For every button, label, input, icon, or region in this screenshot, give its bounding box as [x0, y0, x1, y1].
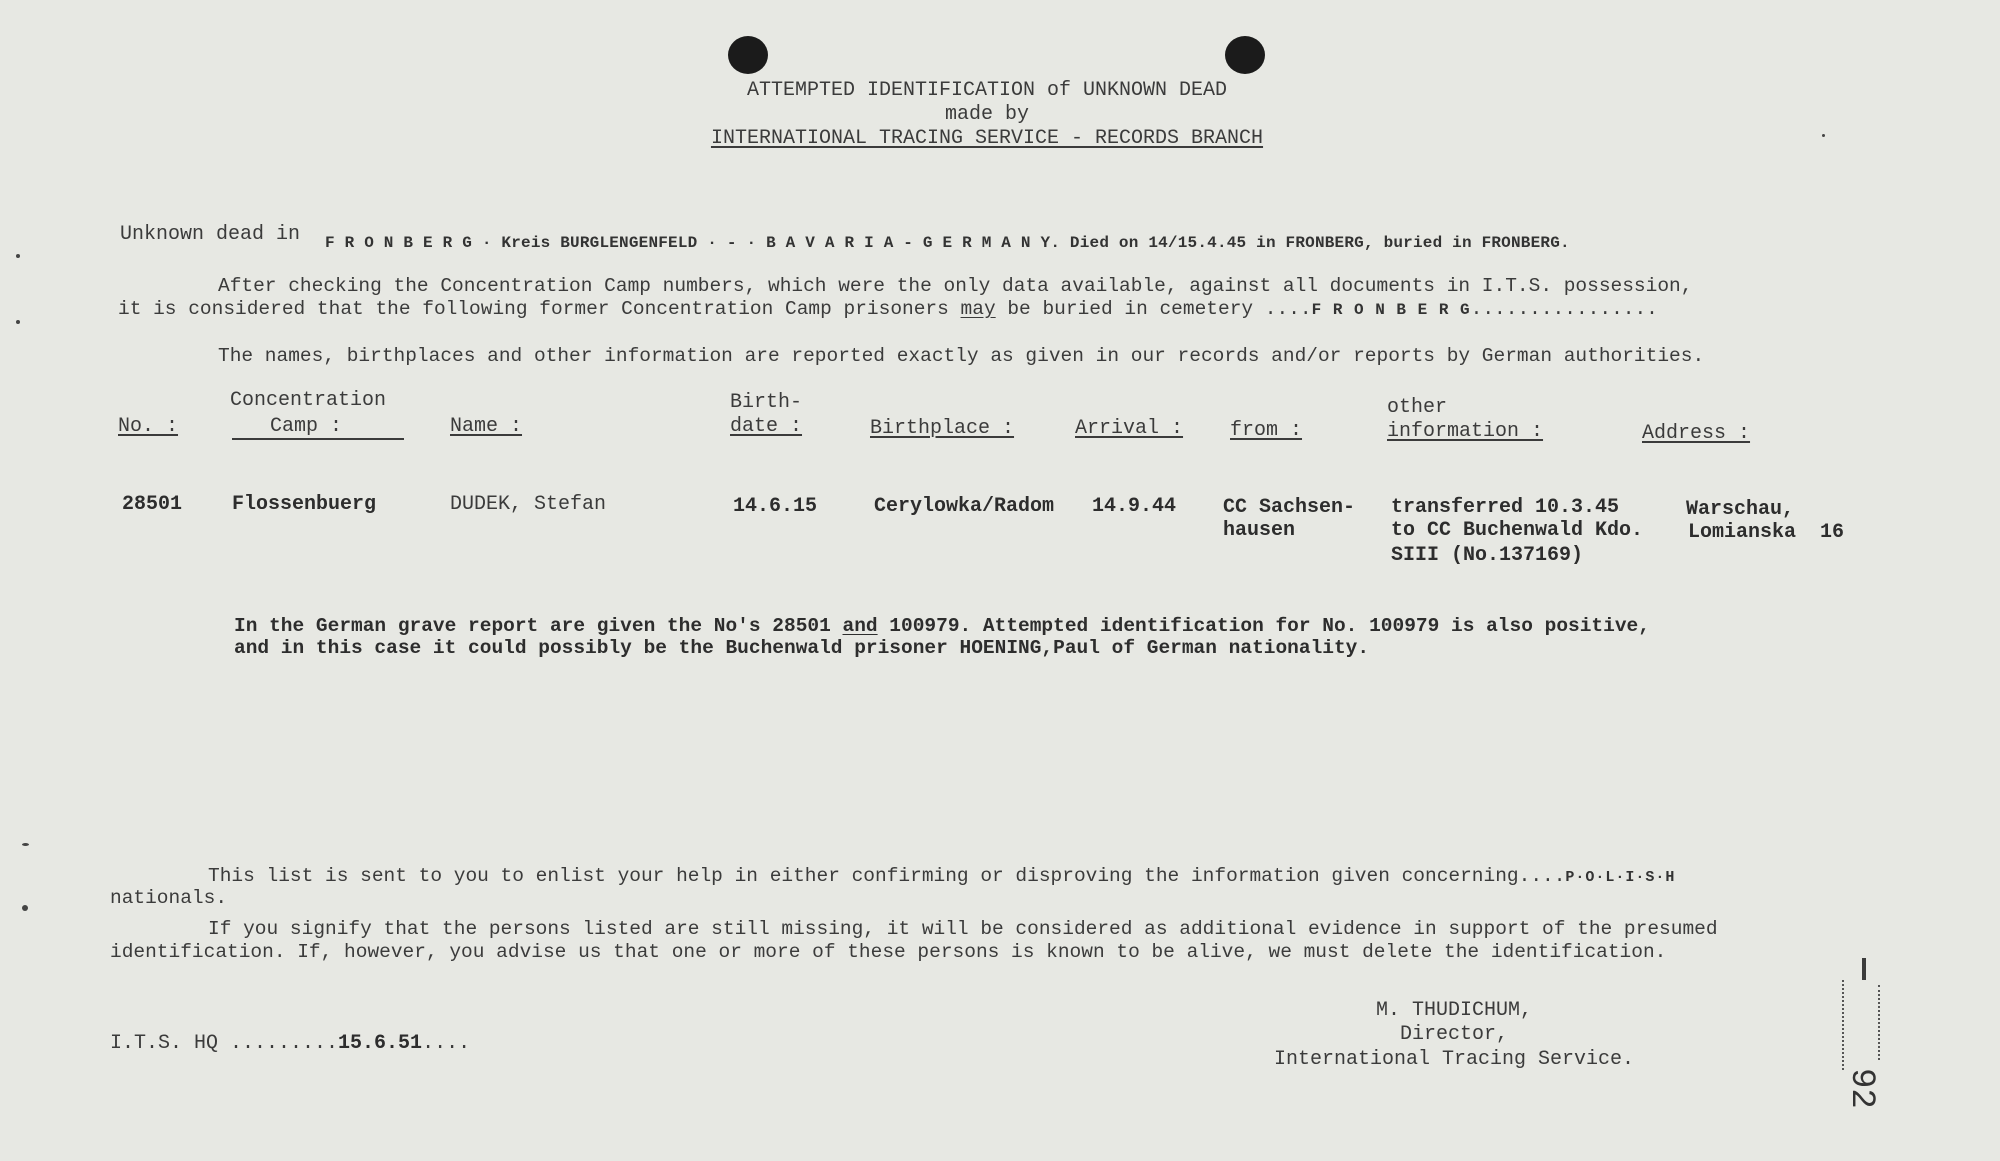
intro-text-b: be buried in cemetery .... [995, 298, 1312, 320]
header-title: ATTEMPTED IDENTIFICATION of UNKNOWN DEAD [746, 79, 1228, 102]
row-other-1: transferred 10.3.45 [1391, 496, 1620, 519]
row-camp: Flossenbuerg [232, 493, 377, 516]
signatory-title: Director, [1400, 1023, 1509, 1046]
edge-mark-2 [16, 320, 20, 324]
note-text-b: 100979. Attempted identification for No. 100979 is also positive, [877, 615, 1650, 637]
header-camp-top: Concentration [230, 389, 387, 412]
intro-paragraph-line1: After checking the Concentration Camp numbers, which were the only data available, against all documents in I.T.S. possession, [218, 275, 1693, 297]
margin-dotted-line-1 [1842, 980, 1846, 1070]
hq-label: I.T.S. HQ ......... [110, 1032, 339, 1055]
header-name: Name : [450, 415, 523, 438]
camp-header-rule [232, 438, 404, 440]
edge-mark-3 [22, 843, 29, 846]
header-organization: INTERNATIONAL TRACING SERVICE - RECORDS BRANCH [710, 127, 1264, 150]
and-underlined: and [842, 615, 878, 637]
edge-mark-4 [22, 905, 28, 911]
signatory-name: M. THUDICHUM, [1376, 999, 1533, 1022]
row-address-1: Warschau, [1686, 498, 1795, 521]
header-camp-bottom: Camp : [270, 415, 343, 438]
header-from: from : [1230, 419, 1303, 442]
row-other-3: SIII (No.137169) [1391, 544, 1584, 567]
header-address: Address : [1642, 422, 1751, 445]
note-line2: and in this case it could possibly be the Buchenwald prisoner HOENING,Paul of German nationality. [234, 637, 1370, 659]
row-no: 28501 [122, 493, 183, 516]
note-line1 [234, 615, 1650, 637]
closing-para1-line2: nationals. [110, 887, 228, 909]
header-other-top: other [1387, 396, 1448, 419]
header-made-by: made by [944, 103, 1030, 126]
closing-text: This list is sent to you to enlist your help in either confirming or disproving the information given concerning.... [208, 865, 1566, 887]
closing-para1-line1 [208, 865, 1675, 889]
header-birthdate-bottom: date : [730, 415, 803, 438]
closing-para2-line2: identification. If, however, you advise us that one or more of these persons is known to be alive, we must delete the identification. [110, 941, 1667, 963]
nationality: P·O·L·I·S·H [1565, 869, 1676, 886]
unknown-dead-location: F R O N B E R G · Kreis BURGLENGENFELD · - · B A V A R I A - G E R M A N Y. Died on 14/15.4.45 in FRONBERG, buried in FRONBERG. [325, 234, 1570, 252]
intro-paragraph-line2 [118, 298, 1658, 321]
edge-mark-5 [1822, 134, 1825, 137]
hq-date: 15.6.51 [338, 1032, 423, 1055]
margin-tick [1862, 958, 1866, 980]
may-underlined: may [960, 298, 996, 320]
closing-para2-line1: If you signify that the persons listed are still missing, it will be considered as additional evidence in support of the presumed [208, 918, 1718, 940]
hq-dots: .... [422, 1032, 471, 1055]
header-arrival: Arrival : [1075, 417, 1184, 440]
signatory-org: International Tracing Service. [1274, 1048, 1635, 1071]
row-arrival: 14.9.44 [1092, 495, 1177, 518]
row-from-2: hausen [1223, 519, 1296, 542]
header-birthdate-top: Birth- [730, 391, 803, 414]
row-from-1: CC Sachsen- [1223, 496, 1356, 519]
note-text-a: In the German grave report are given the No's 28501 [234, 615, 843, 637]
unknown-dead-label: Unknown dead in [120, 223, 301, 246]
intro-text-a: it is considered that the following former Concentration Camp prisoners [118, 298, 961, 320]
header-no: No. : [118, 415, 179, 438]
cemetery-name: F R O N B E R G [1311, 301, 1471, 319]
punch-hole-right [1225, 36, 1265, 74]
row-other-2: to CC Buchenwald Kdo. [1391, 519, 1644, 542]
row-birthdate: 14.6.15 [733, 495, 818, 518]
records-statement: The names, birthplaces and other information are reported exactly as given in our records and/or reports by German authorities. [218, 345, 1705, 367]
edge-mark-1 [16, 254, 20, 258]
row-birthplace: Cerylowka/Radom [874, 495, 1055, 518]
margin-dotted-line-2 [1878, 985, 1882, 1060]
cemetery-dots: ................ [1470, 298, 1658, 320]
row-name: DUDEK, Stefan [450, 493, 607, 516]
row-address-2: Lomianska 16 [1688, 521, 1845, 544]
hq-line [110, 1033, 470, 1055]
page-stamp-number: 92 [1842, 1068, 1880, 1109]
header-other-bottom: information : [1387, 420, 1544, 443]
header-birthplace: Birthplace : [870, 417, 1015, 440]
punch-hole-left [728, 36, 768, 74]
